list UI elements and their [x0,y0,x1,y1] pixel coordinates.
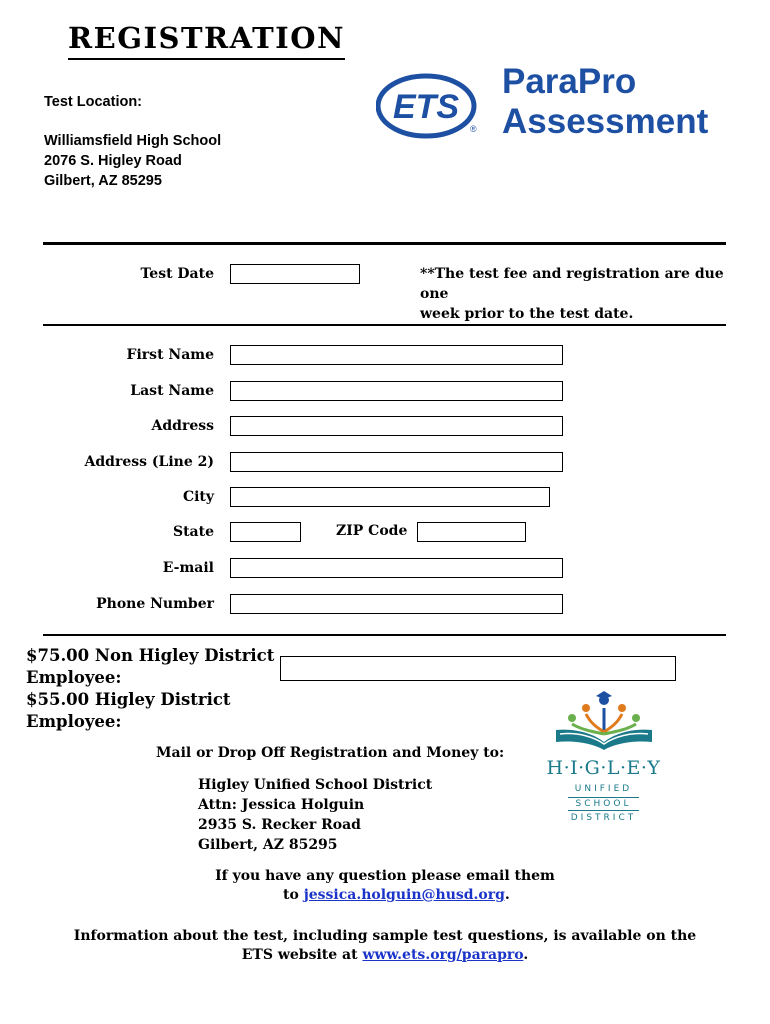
email-input[interactable] [230,558,563,578]
ets-logo-registered-mark: ® [470,124,477,134]
mail-city: Gilbert, AZ 85295 [198,837,338,853]
ets-logo-icon [376,70,486,150]
address-line2-input[interactable] [230,452,563,472]
mail-street: 2935 S. Recker Road [198,817,361,833]
higley-district: DISTRICT [570,813,637,823]
mail-address [198,775,432,855]
info-line1: Information about the test, including sample test questions, is available on the [73,928,697,944]
fee-higley: $55.00 Higley District [26,690,231,709]
fee-non-higley-employee: Employee: [26,668,122,687]
higley-school-box [568,797,639,811]
higley-name: H·I·G·L·E·Y [546,757,661,779]
ets-website-link[interactable]: www.ets.org/parapro [362,947,524,963]
test-location-heading: Test Location: [44,94,143,110]
test-date-input[interactable] [230,264,360,284]
state-input[interactable] [230,522,301,542]
ets-parapro-logo [376,64,721,154]
higley-school: SCHOOL [575,799,632,809]
divider-bottom [43,634,726,636]
address-input[interactable] [230,416,563,436]
first-name-label: First Name [126,347,214,363]
higley-book-icon [536,690,671,754]
higley-logo [536,690,671,832]
address-label: Address [151,418,214,434]
city-input[interactable] [230,487,550,507]
zip-code-input[interactable] [417,522,526,542]
zip-code-label: ZIP Code [336,523,408,539]
question-suffix: . [504,887,510,903]
divider-top [43,242,726,245]
email-label: E-mail [162,560,214,576]
location-school: Williamsfield High School [44,133,222,149]
mail-attention: Attn: Jessica Holguin [198,797,365,813]
parapro-brand-line1: ParaPro [502,62,637,101]
mail-heading: Mail or Drop Off Registration and Money to: [156,745,505,761]
location-street: 2076 S. Higley Road [44,153,182,169]
fee-higley-employee: Employee: [26,712,122,731]
parapro-brand-line2: Assessment [502,102,709,141]
ets-logo-text: ETS [392,88,460,126]
info-suffix: . [523,947,529,963]
state-label: State [172,524,214,540]
fee-non-higley: $75.00 Non Higley District [26,646,275,665]
city-label: City [182,489,214,505]
page-title: REGISTRATION [68,18,345,60]
last-name-input[interactable] [230,381,563,401]
location-city: Gilbert, AZ 85295 [44,173,162,189]
info-prefix: ETS website at [241,947,358,963]
fee-due-note-line1: **The test fee and registration are due one [420,266,724,302]
first-name-input[interactable] [230,345,563,365]
fee-amount-input[interactable] [280,656,676,681]
test-location-address [44,131,221,191]
phone-number-input[interactable] [230,594,563,614]
fee-due-note-line2: week prior to the test date. [420,306,634,322]
phone-number-label: Phone Number [96,596,214,612]
last-name-label: Last Name [130,383,214,399]
question-line2 [283,885,510,905]
question-prefix: to [283,887,299,903]
higley-unified: UNIFIED [574,784,633,794]
address-line2-label: Address (Line 2) [84,454,214,470]
contact-email-link[interactable]: jessica.holguin@husd.org [303,887,505,903]
info-line2 [0,945,770,965]
mail-recipient: Higley Unified School District [198,777,433,793]
question-line1: If you have any question please email them [215,868,555,884]
test-date-label: Test Date [140,266,214,282]
divider-middle [43,324,726,326]
fee-schedule [26,645,274,733]
fee-due-note [420,264,740,324]
